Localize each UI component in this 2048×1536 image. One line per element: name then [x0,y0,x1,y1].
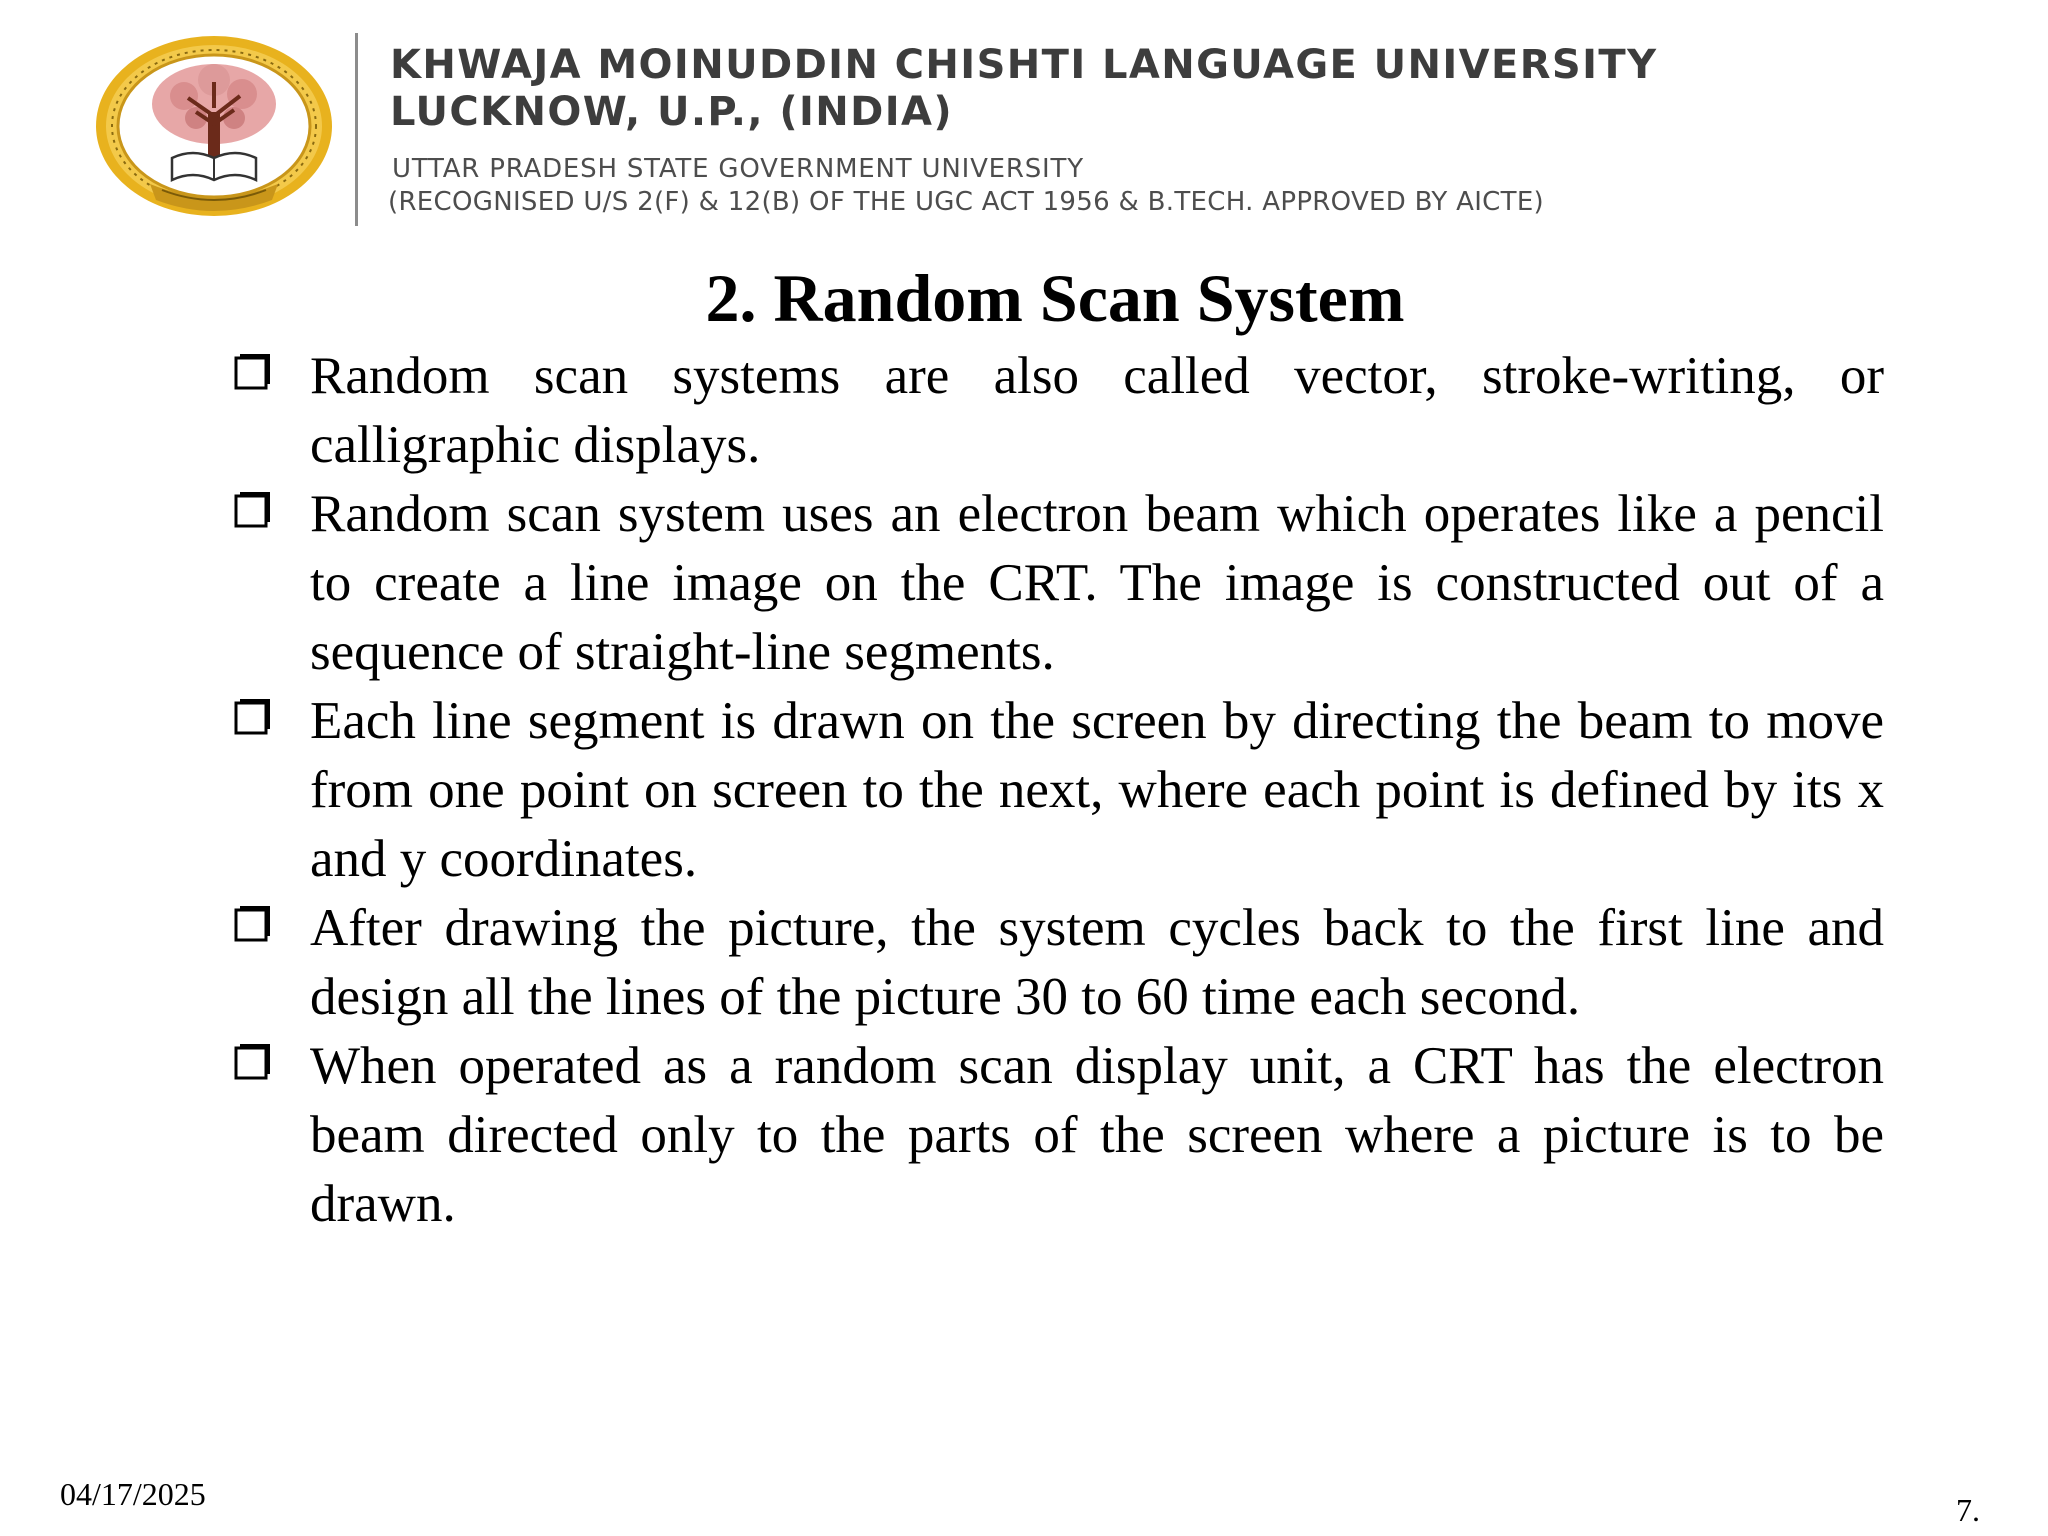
bullet-text: Each line segment is drawn on the screen by directing the beam to move from one point on screen to the next, where each point is defined by its x and y coordinates. [310,692,1884,888]
slide-title: 2. Random Scan System [705,260,1405,336]
list-item [232,894,1884,1032]
footer-date: 04/17/2025 [60,1476,206,1512]
university-name: KHWAJA MOINUDDIN CHISHTI LANGUAGE UNIVERSITY [390,42,1658,88]
university-header [0,0,2048,240]
checkbox-bullet-icon [234,352,274,392]
list-item [232,1032,1884,1239]
university-location: LUCKNOW, U.P., (INDIA) [390,89,954,135]
header-divider [355,33,358,226]
university-status: UTTAR PRADESH STATE GOVERNMENT UNIVERSITY [392,154,1084,184]
page-number: 7. [1956,1492,1980,1528]
checkbox-bullet-icon [234,697,274,737]
bullet-list [232,342,1884,1239]
bullet-text: Random scan system uses an electron beam which operates like a pencil to create a line image on the CRT. The image is constructed out of a sequence of straight-line segments. [310,485,1884,681]
checkbox-bullet-icon [234,490,274,530]
list-item [232,687,1884,894]
list-item [232,480,1884,687]
university-seal-icon [92,34,336,222]
university-recognition: (RECOGNISED U/S 2(F) & 12(B) OF THE UGC ACT 1956 & B.TECH. APPROVED BY AICTE) [388,187,1544,217]
bullet-text: When operated as a random scan display unit, a CRT has the electron beam directed only to the parts of the screen where a picture is to be drawn. [310,1037,1884,1233]
checkbox-bullet-icon [234,904,274,944]
bullet-text: Random scan systems are also called vector, stroke-writing, or calligraphic displays. [310,347,1884,474]
bullet-text: After drawing the picture, the system cycles back to the first line and design all the lines of the picture 30 to 60 time each second. [310,899,1884,1026]
checkbox-bullet-icon [234,1042,274,1082]
list-item [232,342,1884,480]
